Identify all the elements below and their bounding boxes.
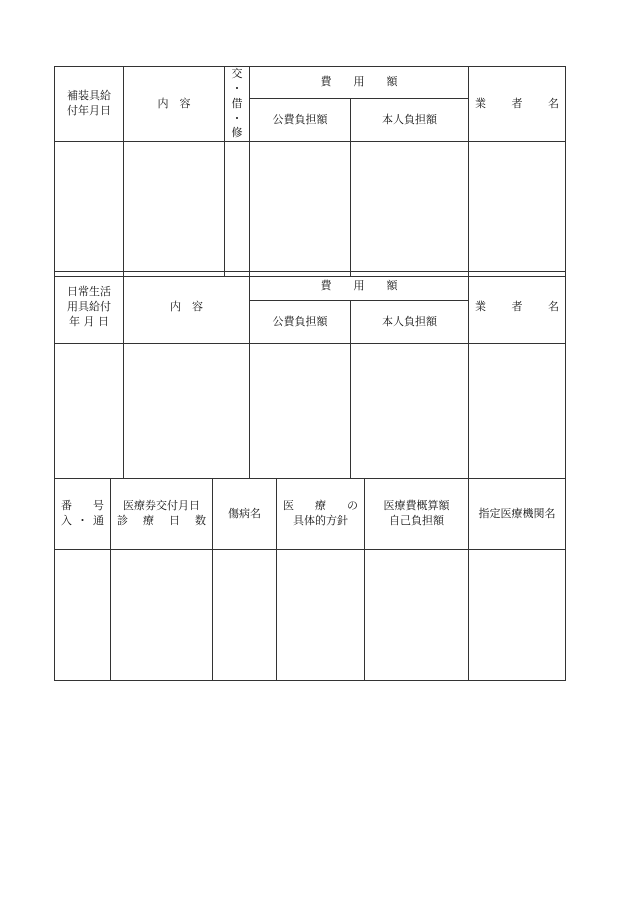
daily-living-self-cost-cell[interactable] — [351, 344, 469, 479]
medical-estimate-cell[interactable] — [365, 550, 469, 681]
medical-number-cell[interactable] — [55, 550, 111, 681]
medical-number-header: 番 号 入・通 — [55, 479, 111, 550]
medical-voucher-header: 医療券交付月日 診 療 日 数 — [111, 479, 213, 550]
daily-living-table — [54, 271, 566, 479]
prosthesis-cost-header: 費 用 額 — [250, 67, 469, 99]
medical-voucher-cell[interactable] — [111, 550, 213, 681]
medical-disease-cell[interactable] — [213, 550, 277, 681]
prosthesis-self-cost-cell[interactable] — [351, 142, 469, 277]
medical-disease-header: 傷病名 — [213, 479, 277, 550]
prosthesis-type-header: 交 ・ 借 ・ 修 — [225, 67, 250, 142]
daily-living-vendor-header: 業 者 名 — [469, 272, 566, 344]
prosthesis-vendor-cell[interactable] — [469, 142, 566, 277]
daily-living-self-cost-header: 本人負担額 — [351, 301, 469, 344]
prosthesis-table — [54, 66, 566, 277]
prosthesis-vendor-header: 業 者 名 — [469, 67, 566, 142]
prosthesis-content-cell[interactable] — [124, 142, 225, 277]
daily-living-cost-header: 費 用 額 — [250, 272, 469, 301]
medical-table — [54, 478, 566, 681]
daily-living-date-header: 日常生活 用具給付 年 月 日 — [55, 272, 124, 344]
daily-living-content-cell[interactable] — [124, 344, 250, 479]
medical-policy-header: 医 療 の 具体的方針 — [277, 479, 365, 550]
daily-living-content-header: 内 容 — [124, 272, 250, 344]
prosthesis-public-cost-header: 公費負担額 — [250, 99, 351, 142]
prosthesis-public-cost-cell[interactable] — [250, 142, 351, 277]
medical-institution-cell[interactable] — [469, 550, 566, 681]
prosthesis-date-cell[interactable] — [55, 142, 124, 277]
prosthesis-self-cost-header: 本人負担額 — [351, 99, 469, 142]
daily-living-public-cost-header: 公費負担額 — [250, 301, 351, 344]
prosthesis-content-header: 内 容 — [124, 67, 225, 142]
medical-estimate-header: 医療費概算額 自己負担額 — [365, 479, 469, 550]
daily-living-date-cell[interactable] — [55, 344, 124, 479]
daily-living-vendor-cell[interactable] — [469, 344, 566, 479]
medical-policy-cell[interactable] — [277, 550, 365, 681]
medical-institution-header: 指定医療機関名 — [469, 479, 566, 550]
prosthesis-date-header: 補装具給 付年月日 — [55, 67, 124, 142]
daily-living-public-cost-cell[interactable] — [250, 344, 351, 479]
prosthesis-type-cell[interactable] — [225, 142, 250, 277]
